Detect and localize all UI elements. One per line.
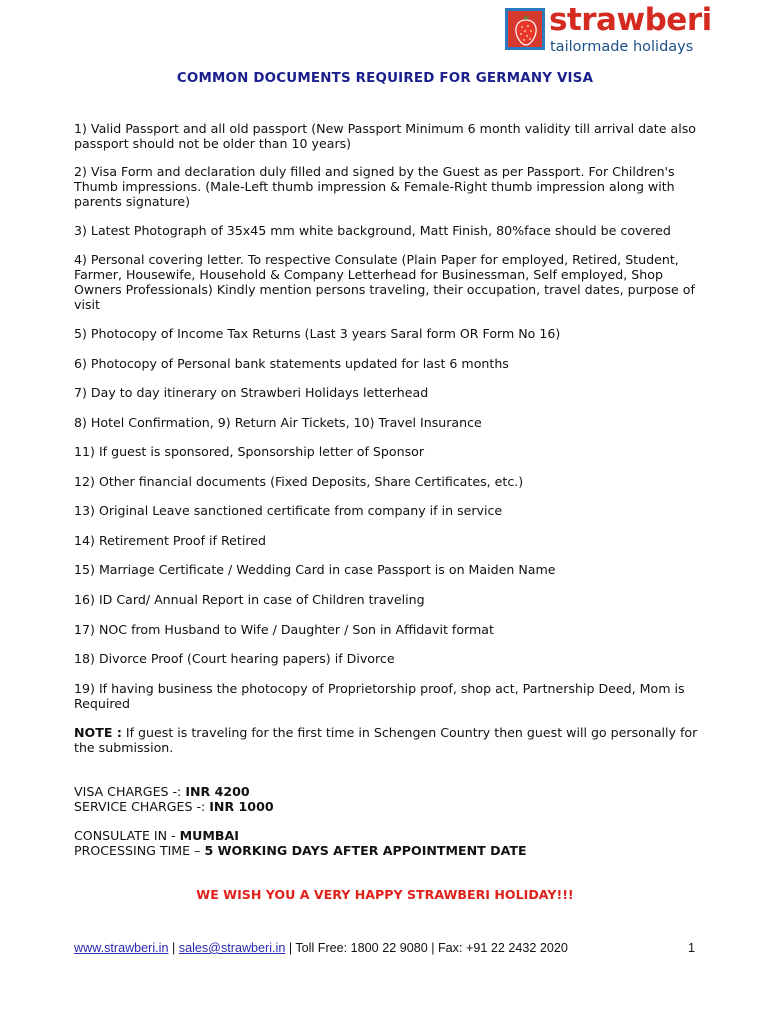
list-item: 16) ID Card/ Annual Report in case of Children traveling	[74, 592, 425, 607]
visa-charges-label: VISA CHARGES -:	[74, 784, 186, 799]
document-title: COMMON DOCUMENTS REQUIRED FOR GERMANY VISA	[176, 71, 594, 86]
closing-wish: WE WISH YOU A VERY HAPPY STRAWBERI HOLIDAY!!!	[196, 887, 574, 902]
consulate-label: CONSULATE IN -	[74, 828, 180, 843]
page-number: 1	[688, 941, 696, 955]
list-item: 15) Marriage Certificate / Wedding Card in case Passport is on Maiden Name	[74, 562, 556, 577]
visa-charges-line	[74, 784, 704, 799]
processing-time-value: 5 WORKING DAYS AFTER APPOINTMENT DATE	[204, 843, 527, 858]
footer	[74, 941, 568, 955]
processing-time-label: PROCESSING TIME –	[74, 843, 205, 858]
strawberry-icon	[505, 8, 545, 50]
website-link[interactable]: www.strawberi.in	[74, 941, 169, 955]
service-charges-line	[74, 799, 704, 814]
list-item: 2) Visa Form and declaration duly filled and signed by the Guest as per Passport. For Children's Thumb impressions. (Male-Left thumb impression & Female-Right thumb impression along with parents signature)	[74, 164, 675, 209]
list-item: 18) Divorce Proof (Court hearing papers) if Divorce	[74, 651, 395, 666]
consulate-line	[74, 828, 704, 843]
service-charges-label: SERVICE CHARGES -:	[74, 799, 210, 814]
list-item: 14) Retirement Proof if Retired	[74, 533, 266, 548]
service-charges-value: INR 1000	[209, 799, 274, 814]
footer-separator: |	[168, 941, 179, 955]
list-item: 3) Latest Photograph of 35x45 mm white background, Matt Finish, 80%face should be covered	[74, 223, 671, 238]
list-item: 1) Valid Passport and all old passport (New Passport Minimum 6 month validity till arrival date also passport should not be older than 10 years)	[74, 121, 696, 151]
visa-charges-value: INR 4200	[185, 784, 250, 799]
footer-contact-text: | Toll Free: 1800 22 9080 | Fax: +91 22 2432 2020	[285, 941, 568, 955]
email-link[interactable]: sales@strawberi.in	[178, 941, 286, 955]
list-item: 11) If guest is sponsored, Sponsorship letter of Sponsor	[74, 444, 425, 459]
note-text: If guest is traveling for the first time in Schengen Country then guest will go personally for the submission.	[74, 725, 698, 755]
note-label: NOTE :	[74, 725, 122, 740]
list-item: 8) Hotel Confirmation, 9) Return Air Tickets, 10) Travel Insurance	[74, 415, 482, 430]
list-item: 4) Personal covering letter. To respective Consulate (Plain Paper for employed, Retired, Student, Farmer, Housewife, Household & Company Letterhead for Businessman, Self employed, Shop Owners Professionals) Kindly mention persons traveling, their occupation, travel dates, purpose of visit	[74, 252, 695, 312]
list-item: 17) NOC from Husband to Wife / Daughter / Son in Affidavit format	[74, 622, 494, 637]
list-item: 6) Photocopy of Personal bank statements updated for last 6 months	[74, 356, 509, 371]
consulate-value: MUMBAI	[179, 828, 239, 843]
list-item: 12) Other financial documents (Fixed Deposits, Share Certificates, etc.)	[74, 474, 524, 489]
logo-brand-name: strawberi	[549, 2, 712, 38]
note-paragraph	[74, 725, 704, 755]
list-item: 5) Photocopy of Income Tax Returns (Last 3 years Saral form OR Form No 16)	[74, 326, 561, 341]
list-item: 19) If having business the photocopy of Proprietorship proof, shop act, Partnership Deed, Mom is Required	[74, 681, 685, 711]
list-item: 7) Day to day itinerary on Strawberi Holidays letterhead	[74, 385, 429, 400]
list-item: 13) Original Leave sanctioned certificate from company if in service	[74, 503, 503, 518]
strawberi-logo	[505, 2, 712, 58]
processing-time-line	[74, 843, 704, 858]
logo-tagline: tailormade holidays	[550, 39, 694, 55]
